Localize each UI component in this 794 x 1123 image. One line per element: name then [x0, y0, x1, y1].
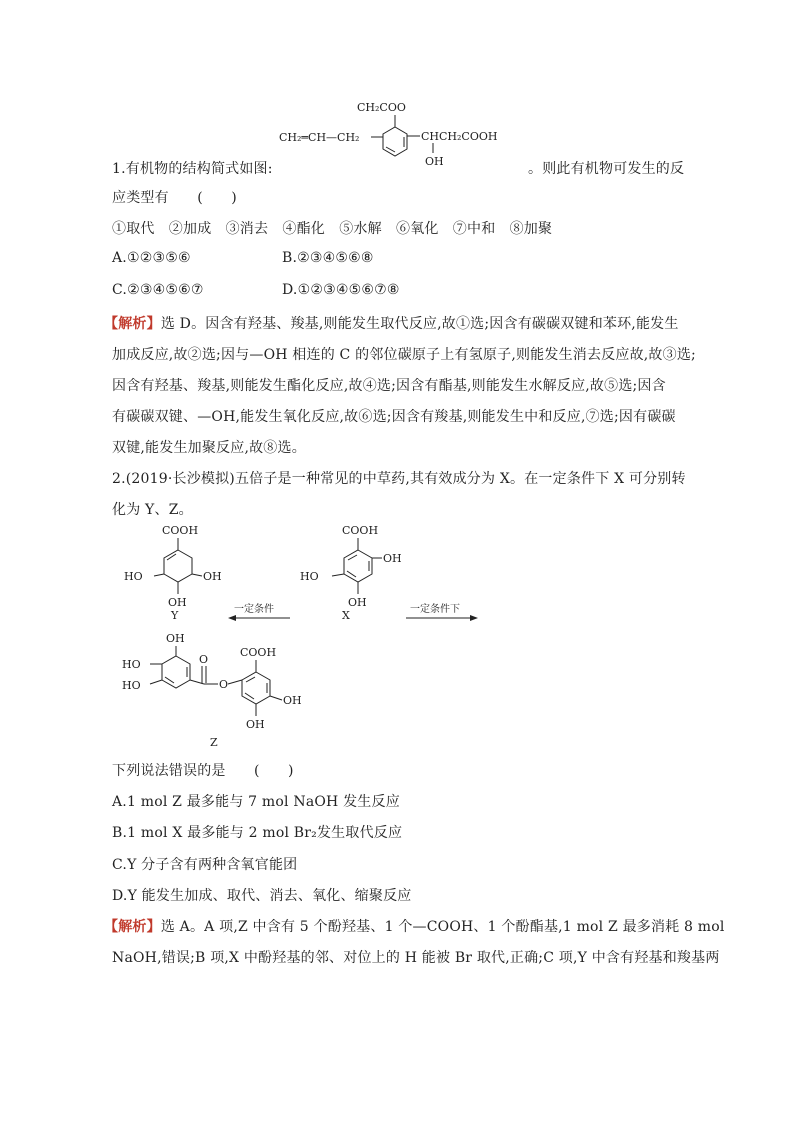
molecule-z [122, 632, 302, 749]
x-cooh-label: COOH [342, 524, 379, 537]
z-cooh-label: COOH [240, 646, 277, 659]
q1-analysis-tag: 【解析】 [104, 316, 161, 332]
q1-stem-post: 。则此有机物可发生的反 [528, 161, 685, 177]
z-ho2-label: HO [122, 679, 141, 692]
y-name-label: Y [171, 609, 179, 622]
q2-stem-line1: 2.(2019·长沙模拟)五倍子是一种常见的中草药,其有效成分为 X。在一定条件下 X 可分别转 [112, 471, 686, 487]
q1-label-side: CHCH₂COOH [421, 130, 498, 143]
y-ring-double [167, 554, 176, 560]
arrow-right-head [470, 615, 478, 621]
y-bond-oh-right [192, 574, 202, 576]
z-ho1-label: HO [122, 658, 141, 671]
z-bond-oh-right [270, 696, 282, 700]
z-bond-ho2 [150, 680, 162, 684]
q1-option-d[interactable]: D.①②③④⑤⑥⑦⑧ [282, 282, 400, 298]
y-oh-bottom-label: OH [168, 596, 187, 609]
q1-reaction-items: ①取代 ②加成 ③消去 ④酯化 ⑤水解 ⑥氧化 ⑦中和 ⑧加聚 [112, 221, 553, 237]
q1-option-a[interactable]: A.①②③⑤⑥ [112, 250, 191, 266]
arrow-right-label: 一定条件下 [410, 604, 460, 615]
x-oh-right-label: OH [383, 552, 402, 565]
q1-analysis-text-0: 选 D。因含有羟基、羧基,则能发生取代反应,故①选;因含有碳碳双键和苯环,能发生 [160, 316, 679, 332]
z-oh-bottom-label: OH [246, 718, 265, 731]
q2-option-b[interactable]: B.1 mol X 最多能与 2 mol Br₂发生取代反应 [112, 825, 403, 841]
x-oh-bottom-label: OH [348, 596, 367, 609]
arrow-left-label: 一定条件 [234, 604, 274, 615]
arrow-to-y [228, 602, 290, 621]
q1-analysis-line-1: 加成反应,故②选;因与—OH 相连的 C 的邻位碳原子上有氢原子,则能发生消去反应故,故③选; [112, 347, 696, 363]
q1-analysis-line-0 [104, 313, 679, 333]
q1-analysis-line-3: 有碳碳双键、—OH,能发生氧化反应,故⑥选;因含有羧基,则能发生中和反应,⑦选;因有碳碳 [112, 409, 676, 425]
x-ring-double-3 [348, 555, 357, 560]
q1-structure-diagram [275, 95, 535, 175]
y-bond-ho [154, 574, 164, 576]
q1-option-b[interactable]: B.②③④⑤⑥⑧ [282, 250, 374, 266]
q2-analysis-tag: 【解析】 [104, 919, 161, 935]
q2-reaction-scheme [110, 518, 500, 753]
z-ring-left [162, 656, 190, 688]
q2-stem-line2: 化为 Y、Z。 [112, 502, 193, 518]
q2-ask: 下列说法错误的是 ( ) [112, 763, 294, 779]
q1-label-oh: OH [425, 155, 444, 168]
q2-analysis-line-1: NaOH,错误;B 项,X 中酚羟基的邻、对位上的 H 能被 Br 取代,正确;C 项,Y 中含有羟基和羧基两 [112, 950, 720, 966]
z-oh-top-label: OH [166, 632, 185, 645]
q2-analysis-line-0 [104, 916, 725, 936]
q2-option-c[interactable]: C.Y 分子含有两种含氧官能团 [112, 857, 298, 873]
q1-label-top: CH₂COO [357, 101, 406, 114]
z-ring-right [242, 672, 270, 704]
q1-stem-line2: 应类型有 ( ) [112, 190, 237, 206]
z-name-label: Z [210, 736, 218, 749]
arrow-left-head [228, 615, 236, 621]
x-ho-label: HO [300, 570, 319, 583]
q2-analysis-text-0: 选 A。A 项,Z 中含有 5 个酚羟基、1 个—COOH、1 个酚酯基,1 mol Z 最多消耗 8 mol [160, 919, 725, 935]
x-bond-ho [332, 574, 344, 576]
x-ring [344, 550, 372, 582]
q2-option-a[interactable]: A.1 mol Z 最多能与 7 mol NaOH 发生反应 [112, 794, 400, 810]
q1-analysis-line-4: 双键,能发生加聚反应,故⑧选。 [112, 440, 306, 456]
y-oh-right-label: OH [203, 570, 222, 583]
x-name-label: X [342, 609, 350, 622]
y-ho-label: HO [124, 570, 143, 583]
arrow-to-z [406, 602, 478, 621]
z-bond-ester-2 [228, 680, 242, 684]
molecule-y [124, 524, 222, 622]
q1-stem-pre: 1.有机物的结构简式如图: [112, 161, 273, 177]
z-ester-o-label: O [219, 678, 229, 691]
q1-option-c[interactable]: C.②③④⑤⑥⑦ [112, 282, 204, 298]
q1-analysis-line-2: 因含有羟基、羧基,则能发生酯化反应,故④选;因含有酯基,则能发生水解反应,故⑤选;因含 [112, 378, 666, 394]
molecule-x [300, 524, 402, 622]
q2-option-d[interactable]: D.Y 能发生加成、取代、消去、氧化、缩聚反应 [112, 888, 412, 904]
z-ring-right-double-3 [246, 677, 255, 682]
z-oh-right-label: OH [283, 694, 302, 707]
y-ring [164, 550, 192, 582]
y-cooh-label: COOH [162, 524, 199, 537]
z-carbonyl-o-label: O [199, 653, 209, 666]
q1-label-allyl: CH₂═CH—CH₂ [279, 131, 360, 144]
